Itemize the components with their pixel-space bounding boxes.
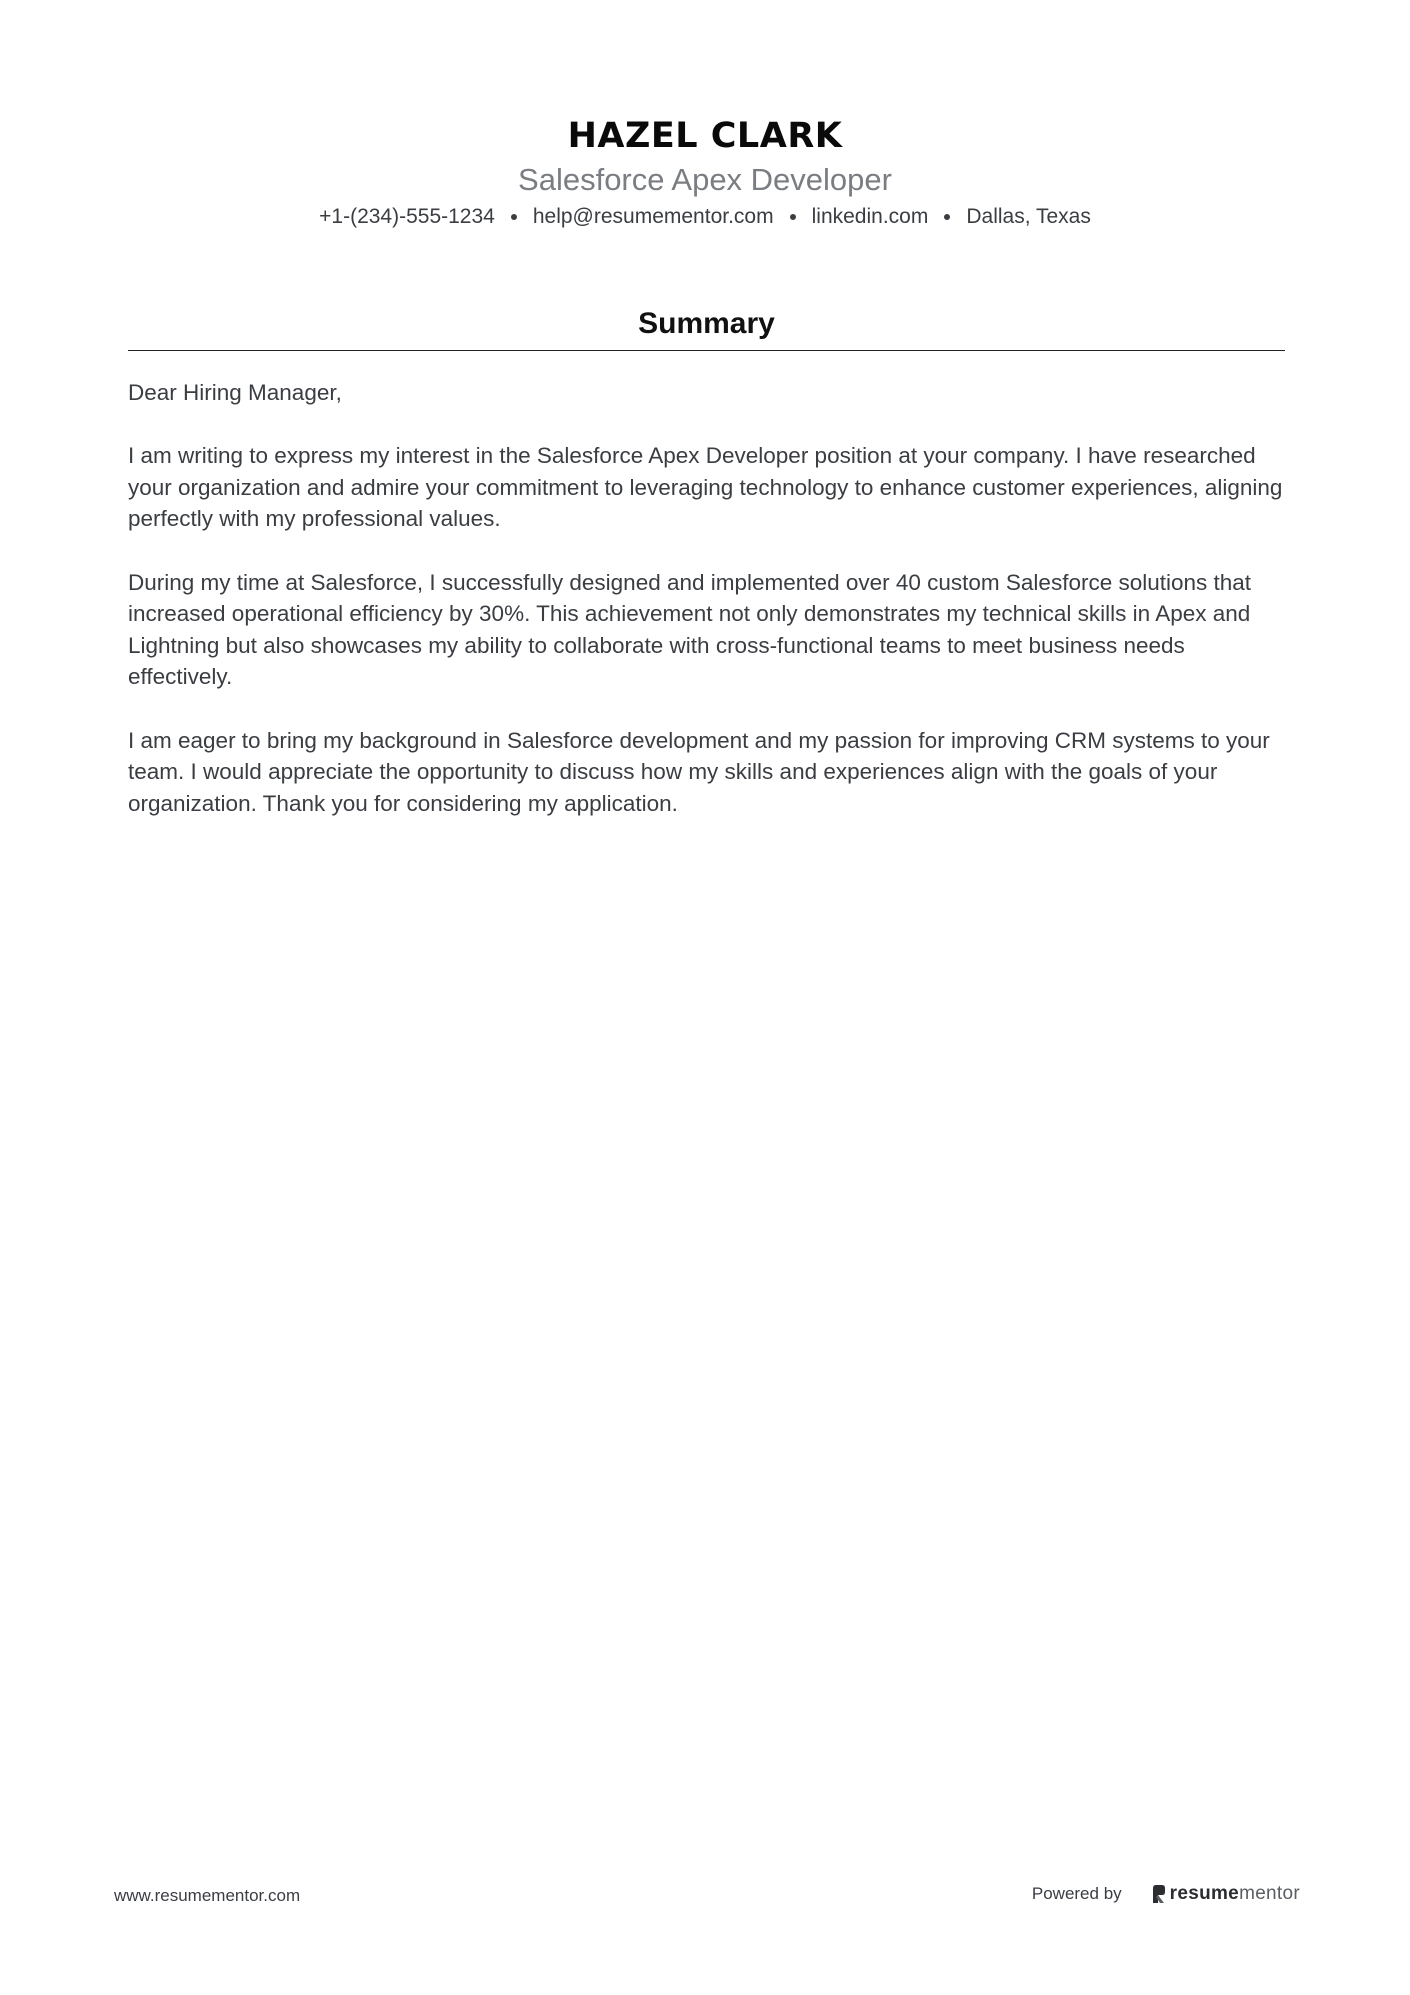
contact-line: [0, 202, 1410, 232]
bullet-separator-icon: [944, 214, 950, 220]
job-title: Salesforce Apex Developer: [518, 162, 892, 197]
body-paragraph: I am eager to bring my background in Salesforce development and my passion for improving CRM systems to your team. I would appreciate the opportunity to discuss how my skills and experiences align with the goals of your organization. Thank you for considering my application.: [128, 727, 1270, 816]
brand-text-mentor: mentor: [1239, 1883, 1300, 1904]
brand-logo: [1152, 1883, 1300, 1905]
contact-phone: +1-(234)-555-1234: [319, 205, 495, 228]
footer-website: www.resumementor.com: [114, 1886, 301, 1905]
footer-branding: [1032, 1883, 1300, 1905]
brand-text-resume: resume: [1169, 1883, 1240, 1904]
body-paragraph: During my time at Salesforce, I successfully designed and implemented over 40 custom Salesforce solutions that increased operational efficiency by 30%. This achievement not only demonstrates my technical skills in Apex and Lightning but also showcases my ability to collaborate with cross-functional teams to meet business needs effectively.: [128, 569, 1252, 690]
contact-email: help@resumementor.com: [532, 205, 774, 228]
section-heading: Summary: [128, 302, 1285, 351]
candidate-name: HAZEL CLARK: [567, 116, 843, 156]
powered-by-label: Powered by: [1031, 1884, 1122, 1903]
body-paragraph: I am writing to express my interest in the Salesforce Apex Developer position at your company. I have researched your organization and admire your commitment to leveraging technology to enhance customer experiences, aligning perfectly with my professional values.: [128, 443, 1283, 532]
bullet-separator-icon: [511, 214, 517, 220]
resume-header: [0, 112, 1410, 232]
resumementor-logo-icon: [1152, 1884, 1166, 1904]
contact-location: Dallas, Texas: [966, 205, 1091, 228]
salutation: Dear Hiring Manager,: [128, 380, 342, 405]
letter-body: [128, 377, 1285, 819]
summary-section: [128, 302, 1285, 851]
contact-linkedin: linkedin.com: [811, 205, 929, 228]
bullet-separator-icon: [790, 214, 796, 220]
